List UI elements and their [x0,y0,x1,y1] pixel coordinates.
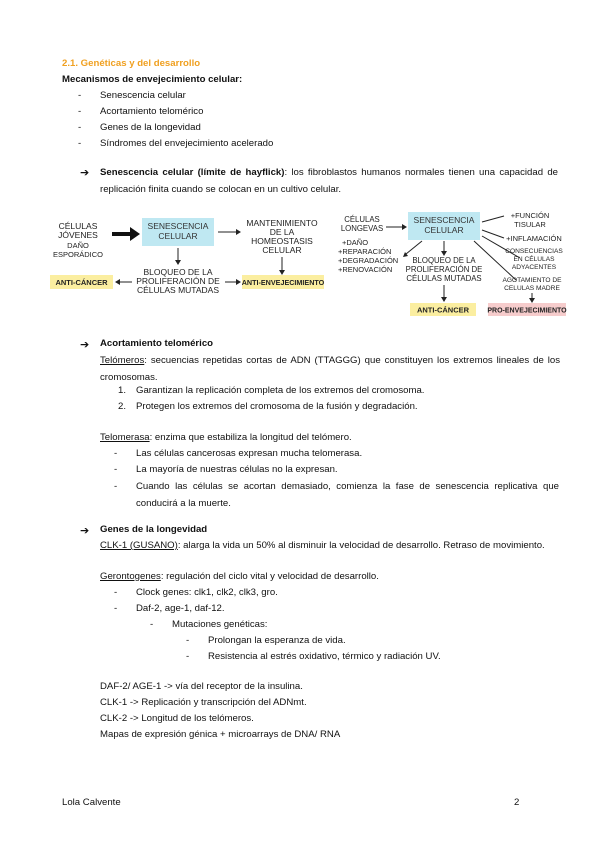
pathway-line: CLK-2 -> Longitud de los telómeros. [100,713,254,724]
depletion-line: AGOTAMIENTO DE [502,277,562,284]
function-line: TISULAR [514,220,546,229]
cells-young-line: CÉLULAS [58,221,98,231]
depletion-line: CELULAS MADRE [504,285,560,292]
telomeres-text: : secuencias repetidas cortas de ADN (TTAGGG) que constituyen los extremos lineales de los cromosomas. [100,355,560,383]
function-line: +FUNCIÓN [510,211,550,220]
effect-line: +REPARACIÓN [338,247,392,256]
cells-young-line: JÓVENES [58,230,98,240]
block-line: CÉLULAS MUTADAS [406,274,482,283]
maintenance-line: HOMEOSTASIS [251,236,313,246]
pathway-line: CLK-1 -> Replicación y transcripción del ADNmt. [100,697,307,708]
senescence-diagram-right [338,208,570,320]
mutation-item: - Prolongan la esperanza de vida. [208,635,346,646]
footer-page-number: 2 [514,797,520,808]
maintenance-line: MANTENIMIENTO [246,218,318,228]
damage-line: DAÑO [67,241,89,250]
gerontogenes-line [100,571,379,582]
inflammation-label: +INFLAMACIÓN [506,234,562,243]
senescence-paragraph [100,165,558,198]
block-line: PROLIFERACIÓN DE [136,276,220,286]
telomerase-item: - Las células cancerosas expresan mucha telomerasa. [136,448,362,459]
arrow-bullet-icon: ➔ [80,339,90,351]
gerontogenes-text: : regulación del ciclo vital y velocidad de desarrollo. [160,571,379,582]
longevity-title: Genes de la longevidad [100,524,208,535]
telomerase-item: - La mayoría de nuestras células no la expresan. [136,464,338,475]
mechanism-item: - Genes de la longevidad [100,122,201,133]
consequence-line: CONSECUENCIAS [505,248,563,255]
numbered-item: Garantizan la replicación completa de los extremos del cromosoma. [136,385,425,396]
senescence-line: SENESCENCIA [413,215,475,225]
mechanism-item: - Acortamiento telomérico [100,106,203,117]
telomeres-paragraph [100,353,560,386]
senescence-title: Senescencia celular (límite de hayflick) [100,167,285,178]
section-title: 2.1. Genéticas y del desarrollo [62,58,201,69]
cells-long-line: LONGEVAS [340,224,384,233]
clk-line [100,540,545,551]
mutations-label: - Mutaciones genéticas: [172,619,267,630]
senescence-diagram-left [50,212,330,302]
mechanisms-heading: Mecanismos de envejecimiento celular: [62,74,243,85]
numbered-item: Protegen los extremos del cromosoma de la fusión y degradación. [136,401,418,412]
consequence-line: ADYACENTES [511,264,557,271]
anti-cancer-label: ANTI-CÁNCER [55,278,108,287]
arrow-bullet-icon: ➔ [80,525,90,537]
maintenance-line: DE LA [269,227,295,237]
mechanism-item: - Síndromes del envejecimiento acelerado [100,138,273,149]
anti-aging-label: ANTI-ENVEJECIMIENTO [241,278,325,287]
block-line: BLOQUEO DE LA [412,256,476,265]
clk-text: : alarga la vida un 50% al disminuir la velocidad de desarrollo. Retraso de movimiento. [177,540,545,551]
telomerase-text: : enzima que estabiliza la longitud del telómero. [149,432,352,443]
senescence-text: : los fibroblastos humanos normales tienen una capacidad de replicación finita cuando se colocan en un cultivo celular. [100,167,558,195]
telomerase-line [100,432,352,443]
senescence-line: CELULAR [158,231,198,241]
mutation-item: - Resistencia al estrés oxidativo, térmico y radiación UV. [208,651,441,662]
damage-line: ESPORÁDICO [52,250,104,259]
footer-author: Lola Calvente [62,797,121,808]
block-line: BLOQUEO DE LA [143,267,213,277]
telomerase-label: Telomerasa [100,432,150,443]
arrow-bullet-icon: ➔ [80,167,90,179]
mechanism-item: - Senescencia celular [100,90,186,101]
effect-line: +DEGRADACIÓN [338,256,399,265]
thick-arrow-icon [112,227,140,241]
telomerase-item: - Cuando las células se acortan demasiado, comienza la fase de senescencia replicativa que conducirá a la muerte. [136,479,559,512]
senescence-line: SENESCENCIA [147,221,209,231]
gerontogene-item: - Clock genes: clk1, clk2, clk3, gro. [136,587,278,598]
pathway-line: DAF-2/ AGE-1 -> vía del receptor de la insulina. [100,681,303,692]
maintenance-line: CELULAR [262,245,302,255]
clk-label: CLK-1 (GUSANO) [100,540,178,551]
telomeres-label: Telómeros [100,355,145,366]
pro-aging-label: PRO-ENVEJECIMIENTO [487,307,567,315]
block-line: CÉLULAS MUTADAS [136,285,220,295]
block-line: PROLIFERACIÓN DE [405,265,483,274]
pathway-line: Mapas de expresión génica + microarrays de DNA/ RNA [100,729,341,740]
anti-cancer-label: ANTI-CÁNCER [416,305,470,315]
numbered-index: 1. [118,385,127,396]
effect-line: +DAÑO [342,238,369,247]
consequence-line: EN CÉLULAS [513,256,555,263]
numbered-index: 2. [118,401,127,412]
senescence-line: CELULAR [424,225,464,235]
effect-line: +RENOVACIÓN [338,265,393,274]
cells-long-line: CÉLULAS [344,215,380,224]
telomeric-title: Acortamiento telomérico [100,338,214,349]
gerontogenes-label: Gerontogenes [100,571,161,582]
gerontogene-item: - Daf-2, age-1, daf-12. [136,603,225,614]
